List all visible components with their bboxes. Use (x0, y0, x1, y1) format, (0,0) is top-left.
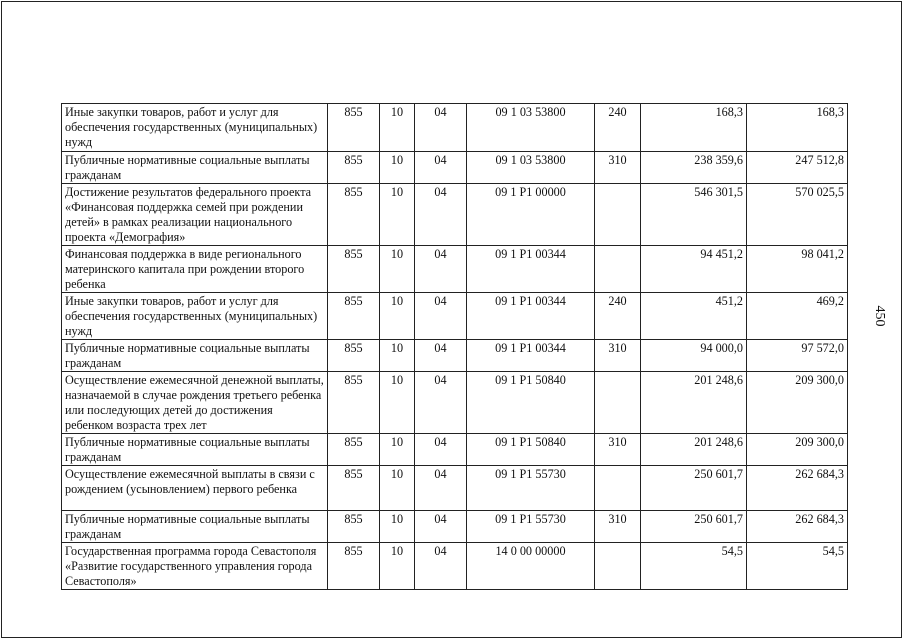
cell-vr (595, 466, 641, 511)
cell-csr: 09 1 P1 00344 (467, 246, 595, 293)
table-row (62, 246, 848, 293)
table-row (62, 340, 848, 372)
cell-name: Публичные нормативные социальные выплаты гражданам (62, 152, 328, 184)
cell-pr: 04 (415, 543, 467, 590)
cell-name: Публичные нормативные социальные выплаты гражданам (62, 434, 328, 466)
cell-rz: 10 (380, 434, 415, 466)
cell-sum-2: 97 572,0 (747, 340, 848, 372)
cell-vr: 310 (595, 434, 641, 466)
cell-sum-2: 247 512,8 (747, 152, 848, 184)
cell-csr: 09 1 P1 00344 (467, 340, 595, 372)
cell-gr: 855 (328, 372, 380, 434)
cell-gr: 855 (328, 104, 380, 152)
cell-sum-2: 168,3 (747, 104, 848, 152)
cell-csr: 09 1 P1 50840 (467, 434, 595, 466)
cell-sum-1: 250 601,7 (641, 466, 747, 511)
cell-name: Государственная программа города Севастополя «Развитие государственного управления города Севастополя» (62, 543, 328, 590)
cell-rz: 10 (380, 152, 415, 184)
table-row (62, 152, 848, 184)
cell-sum-1: 250 601,7 (641, 511, 747, 543)
cell-rz: 10 (380, 372, 415, 434)
cell-rz: 10 (380, 246, 415, 293)
cell-csr: 09 1 P1 55730 (467, 466, 595, 511)
cell-rz: 10 (380, 340, 415, 372)
cell-pr: 04 (415, 184, 467, 246)
cell-sum-2: 262 684,3 (747, 466, 848, 511)
cell-sum-1: 168,3 (641, 104, 747, 152)
cell-name: Иные закупки товаров, работ и услуг для обеспечения государственных (муниципальных) нужд (62, 293, 328, 340)
cell-vr (595, 543, 641, 590)
cell-sum-1: 54,5 (641, 543, 747, 590)
table-row (62, 104, 848, 152)
cell-name: Иные закупки товаров, работ и услуг для обеспечения государственных (муниципальных) нужд (62, 104, 328, 152)
cell-pr: 04 (415, 466, 467, 511)
cell-sum-1: 546 301,5 (641, 184, 747, 246)
cell-csr: 09 1 P1 50840 (467, 372, 595, 434)
cell-pr: 04 (415, 246, 467, 293)
cell-gr: 855 (328, 466, 380, 511)
cell-sum-1: 94 000,0 (641, 340, 747, 372)
cell-pr: 04 (415, 434, 467, 466)
cell-name: Осуществление ежемесячной денежной выплаты, назначаемой в случае рождения третьего ребенка или последующих детей до достижения ребенком возраста трех лет (62, 372, 328, 434)
budget-table (61, 103, 848, 590)
cell-vr (595, 372, 641, 434)
table-row (62, 184, 848, 246)
cell-rz: 10 (380, 184, 415, 246)
cell-gr: 855 (328, 434, 380, 466)
cell-rz: 10 (380, 293, 415, 340)
cell-rz: 10 (380, 104, 415, 152)
cell-gr: 855 (328, 340, 380, 372)
cell-gr: 855 (328, 246, 380, 293)
cell-pr: 04 (415, 293, 467, 340)
table-row (62, 372, 848, 434)
cell-rz: 10 (380, 543, 415, 590)
cell-csr: 09 1 P1 55730 (467, 511, 595, 543)
cell-csr: 09 1 P1 00344 (467, 293, 595, 340)
cell-name: Осуществление ежемесячной выплаты в связи с рождением (усыновлением) первого ребенка (62, 466, 328, 511)
cell-pr: 04 (415, 372, 467, 434)
cell-sum-2: 54,5 (747, 543, 848, 590)
cell-gr: 855 (328, 293, 380, 340)
cell-name: Публичные нормативные социальные выплаты гражданам (62, 340, 328, 372)
cell-vr: 240 (595, 104, 641, 152)
table-row (62, 466, 848, 511)
cell-rz: 10 (380, 466, 415, 511)
cell-sum-2: 209 300,0 (747, 434, 848, 466)
cell-sum-2: 98 041,2 (747, 246, 848, 293)
cell-vr: 310 (595, 511, 641, 543)
cell-csr: 14 0 00 00000 (467, 543, 595, 590)
table-row (62, 434, 848, 466)
cell-sum-1: 201 248,6 (641, 434, 747, 466)
cell-pr: 04 (415, 511, 467, 543)
cell-pr: 04 (415, 104, 467, 152)
cell-csr: 09 1 03 53800 (467, 152, 595, 184)
cell-vr (595, 184, 641, 246)
cell-sum-1: 201 248,6 (641, 372, 747, 434)
table-row (62, 293, 848, 340)
cell-sum-1: 238 359,6 (641, 152, 747, 184)
cell-vr: 310 (595, 152, 641, 184)
cell-gr: 855 (328, 511, 380, 543)
cell-pr: 04 (415, 152, 467, 184)
cell-gr: 855 (328, 152, 380, 184)
cell-gr: 855 (328, 543, 380, 590)
cell-csr: 09 1 P1 00000 (467, 184, 595, 246)
table-row (62, 543, 848, 590)
cell-sum-2: 469,2 (747, 293, 848, 340)
cell-sum-2: 262 684,3 (747, 511, 848, 543)
cell-name: Публичные нормативные социальные выплаты гражданам (62, 511, 328, 543)
cell-name: Финансовая поддержка в виде регионального материнского капитала при рождении второго ребенка (62, 246, 328, 293)
page-number: 450 (872, 305, 887, 327)
cell-rz: 10 (380, 511, 415, 543)
cell-name: Достижение результатов федерального проекта «Финансовая поддержка семей при рождении детей» в рамках реализации национального проекта «Демография» (62, 184, 328, 246)
cell-vr (595, 246, 641, 293)
cell-pr: 04 (415, 340, 467, 372)
cell-sum-1: 451,2 (641, 293, 747, 340)
cell-vr: 310 (595, 340, 641, 372)
cell-csr: 09 1 03 53800 (467, 104, 595, 152)
cell-gr: 855 (328, 184, 380, 246)
cell-vr: 240 (595, 293, 641, 340)
cell-sum-1: 94 451,2 (641, 246, 747, 293)
cell-sum-2: 209 300,0 (747, 372, 848, 434)
cell-sum-2: 570 025,5 (747, 184, 848, 246)
table-row (62, 511, 848, 543)
